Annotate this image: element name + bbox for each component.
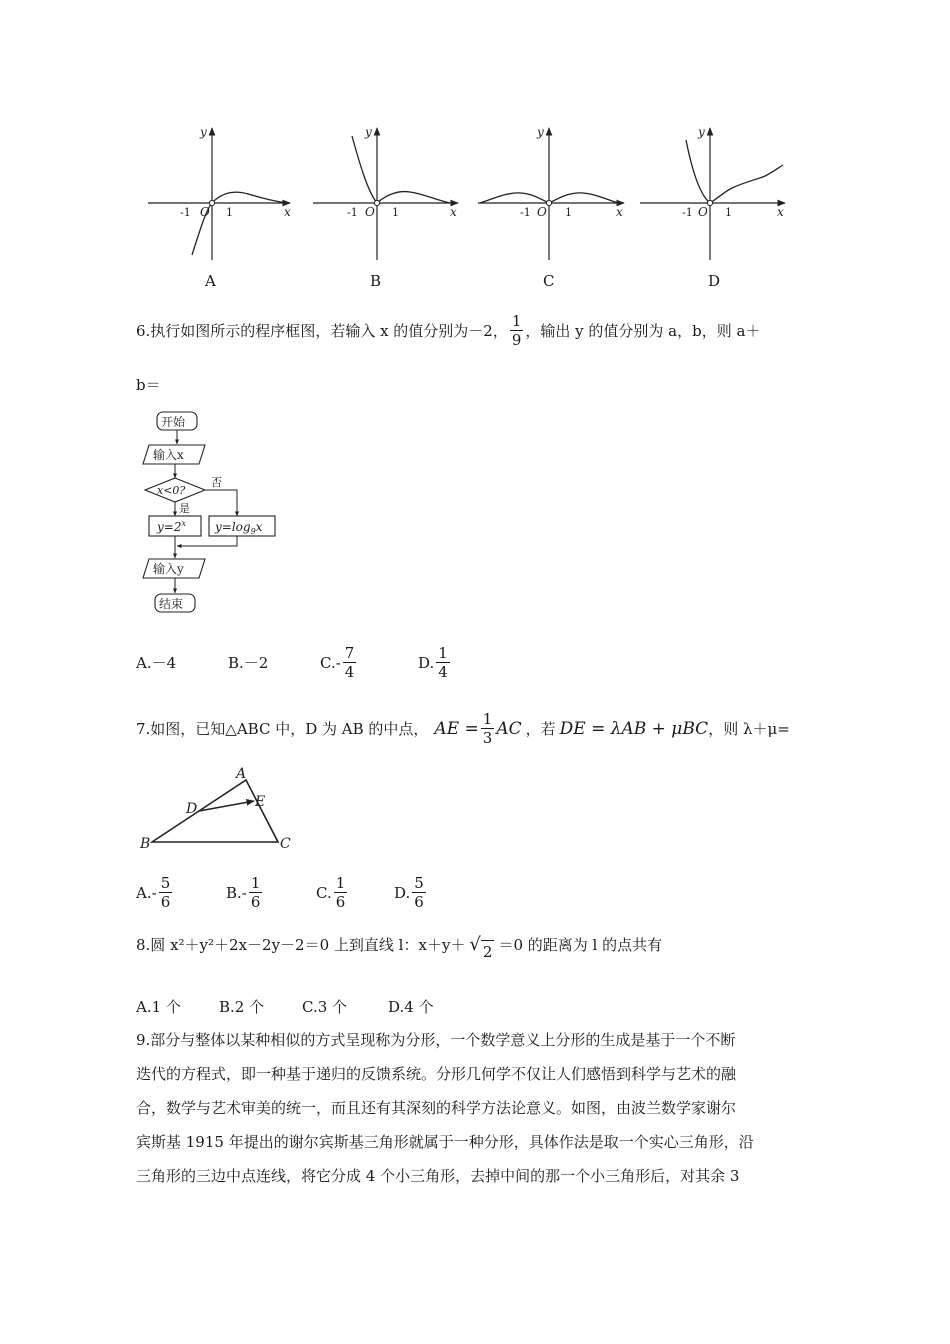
q7-stem-pre: 7.如图，已知△ABC 中，D 为 AB 的中点， [136,720,429,738]
q9-line-3: 合，数学与艺术审美的统一，而且还有其深刻的科学方法论意义。如图，由波兰数学家谢尔 [136,1099,737,1117]
q7-math1-lhs: AE = [434,718,479,739]
q8-sqrt-arg: 2 [481,940,495,961]
graph-c-neg-one: -1 [520,206,531,219]
q7-option-a-num: 5 [160,874,171,892]
q9-line-2: 迭代的方程式，即一种基于递归的反馈系统。分形几何学不仅让人们感悟到科学与艺术的融 [136,1065,737,1083]
q7-math2: DE = λAB + μBC [559,718,709,739]
flow-right-sub: 9 [250,527,256,536]
point-d: D [186,801,198,817]
q6-stem-line2: b＝ [136,376,161,394]
q6-option-a-text: －4 [151,654,177,672]
q7-math1-num: 1 [482,710,493,728]
q6-flowchart [135,408,295,618]
flow-end-text: 结束 [159,597,184,611]
q7-option-c-den: 6 [335,893,346,911]
q7-option-c-frac [334,874,348,911]
q6-option-c-frac [343,644,357,681]
q6-frac-den: 9 [511,331,522,349]
graph-a [148,125,291,260]
q6-option-b[interactable] [228,652,320,673]
graph-d-origin: O [698,205,708,219]
flow-output-text: 输入y [153,562,184,576]
q8-stem [136,934,663,961]
graph-b-y-label: y [365,125,372,139]
q7-option-a[interactable] [136,874,226,911]
q6-option-d-frac [436,644,450,681]
flow-right-text: y=log [215,520,251,534]
q8-sqrt [469,934,494,961]
flow-left-sup: x [181,519,186,528]
graph-c-y-label: y [537,125,544,139]
vertex-b: B [140,836,151,852]
graph-d-y-label: y [698,125,705,139]
q7-stem-post: ，则 λ＋μ= [708,720,790,738]
graph-c [478,125,624,260]
graph-d-x-label: x [777,205,784,219]
q6-option-c-num: 7 [344,644,355,662]
graph-a-neg-one: -1 [180,206,191,219]
q9-paragraph [136,1023,826,1193]
q6-option-c-sign: - [335,653,341,672]
graph-label-d: D [708,272,721,290]
graph-a-y-label: y [200,125,207,139]
q6-stem-post: ，输出 y 的值分别为 a，b，则 a＋ [525,322,761,340]
q8-stem-pre: 8.圆 x²＋y²＋2x－2y－2＝0 上到直线 l：x＋y＋ [136,936,466,954]
q6-option-d[interactable] [418,644,452,681]
q7-option-b-label: B. [226,883,242,902]
flow-no-label: 否 [211,476,222,489]
vertex-a: A [236,766,247,782]
q7-option-d-label: D. [394,883,411,902]
flow-start-text: 开始 [161,415,186,429]
graph-b-one: 1 [392,206,399,219]
flow-left-text: y=2 [157,520,182,534]
q7-options [136,874,428,911]
graph-b-x-label: x [450,205,457,219]
q6-option-a-label: A. [136,654,152,672]
graph-a-one: 1 [226,206,233,219]
q6-option-a[interactable] [136,652,228,673]
q6-stem-pre: 6.执行如图所示的程序框图，若输入 x 的值分别为－2， [136,322,508,340]
q7-math1-frac [481,710,495,747]
q7-option-b-num: 1 [250,874,261,892]
graph-label-a: A [205,272,216,290]
q7-option-a-frac [159,874,173,911]
graph-b-origin: O [365,205,375,219]
graph-c-origin: O [537,205,547,219]
q8-option-a[interactable]: A.1 个 [136,998,181,1016]
q7-option-d[interactable] [394,874,428,911]
q7-option-b-den: 6 [250,893,261,911]
q6-fraction [510,312,524,349]
q6-option-d-den: 4 [438,663,448,681]
q7-option-a-label: A. [136,883,152,902]
q7-stem [136,710,790,747]
q7-option-c-num: 1 [335,874,346,892]
graph-d-neg-one: -1 [682,206,693,219]
vertex-c: C [280,836,291,852]
q7-mid: ，若 [525,720,556,738]
q8-stem-post: ＝0 的距离为 l 的点共有 [498,936,663,954]
q7-option-a-sign: - [151,883,157,902]
q6-frac-num: 1 [511,312,522,330]
q7-math1-rhs: AC [496,718,522,739]
q7-option-c-label: C. [316,883,332,902]
q6-option-c[interactable] [320,644,418,681]
svg-text:y=log9x [214,520,263,536]
q9-line-4: 宾斯基 1915 年提出的谢尔宾斯基三角形就属于一种分形，具体作法是取一个实心三角形，沿 [136,1133,754,1151]
q7-option-b-frac [249,874,263,911]
q7-option-d-den: 6 [414,893,424,911]
q8-option-c[interactable]: C.3 个 [302,998,348,1016]
q6-option-c-den: 4 [344,663,355,681]
q8-options [136,996,434,1017]
q8-option-b[interactable]: B.2 个 [219,998,265,1016]
q7-option-a-den: 6 [160,893,171,911]
graph-a-x-label: x [284,205,291,219]
q8-option-d[interactable]: D.4 个 [388,998,434,1016]
graph-d-one: 1 [725,206,732,219]
q9-line-5: 三角形的三边中点连线，将它分成 4 个小三角形，去掉中间的那一个小三角形后，对其余 3 [136,1167,740,1185]
graph-d [640,125,785,260]
graph-c-x-label: x [616,205,623,219]
q7-option-d-frac [412,874,426,911]
graph-b-neg-one: -1 [347,206,358,219]
graph-label-b: B [370,272,382,290]
q6-option-d-num: 1 [438,644,448,662]
triangle-abc [152,780,278,842]
flow-right-post: x [255,520,263,534]
q6-stem [136,312,760,349]
function-graphs-figure [140,120,800,300]
q7-option-b-sign: - [241,883,247,902]
q8-sqrt-sign: √ [469,934,481,955]
flow-condition-text: x<0? [157,484,186,497]
point-e: E [255,794,266,810]
graph-c-one: 1 [565,206,572,219]
graph-a-origin: O [200,205,210,219]
q6-option-d-label: D. [418,653,435,672]
q9-line-1: 9.部分与整体以某种相似的方式呈现称为分形，一个数学意义上分形的生成是基于一个不断 [136,1031,736,1049]
graph-label-c: C [543,272,555,290]
flow-input-text: 输入x [153,448,184,462]
q6-option-b-text: －2 [243,654,269,672]
q6-option-c-label: C. [320,653,336,672]
q7-triangle-figure [138,764,298,854]
q7-option-d-num: 5 [414,874,424,892]
flow-yes-label: 是 [179,502,190,515]
q6-options [136,644,452,681]
q6-option-b-label: B. [228,654,244,672]
q7-option-c[interactable] [316,874,394,911]
graph-b [313,125,458,260]
q7-math1-den: 3 [482,729,493,747]
q7-option-b[interactable] [226,874,316,911]
